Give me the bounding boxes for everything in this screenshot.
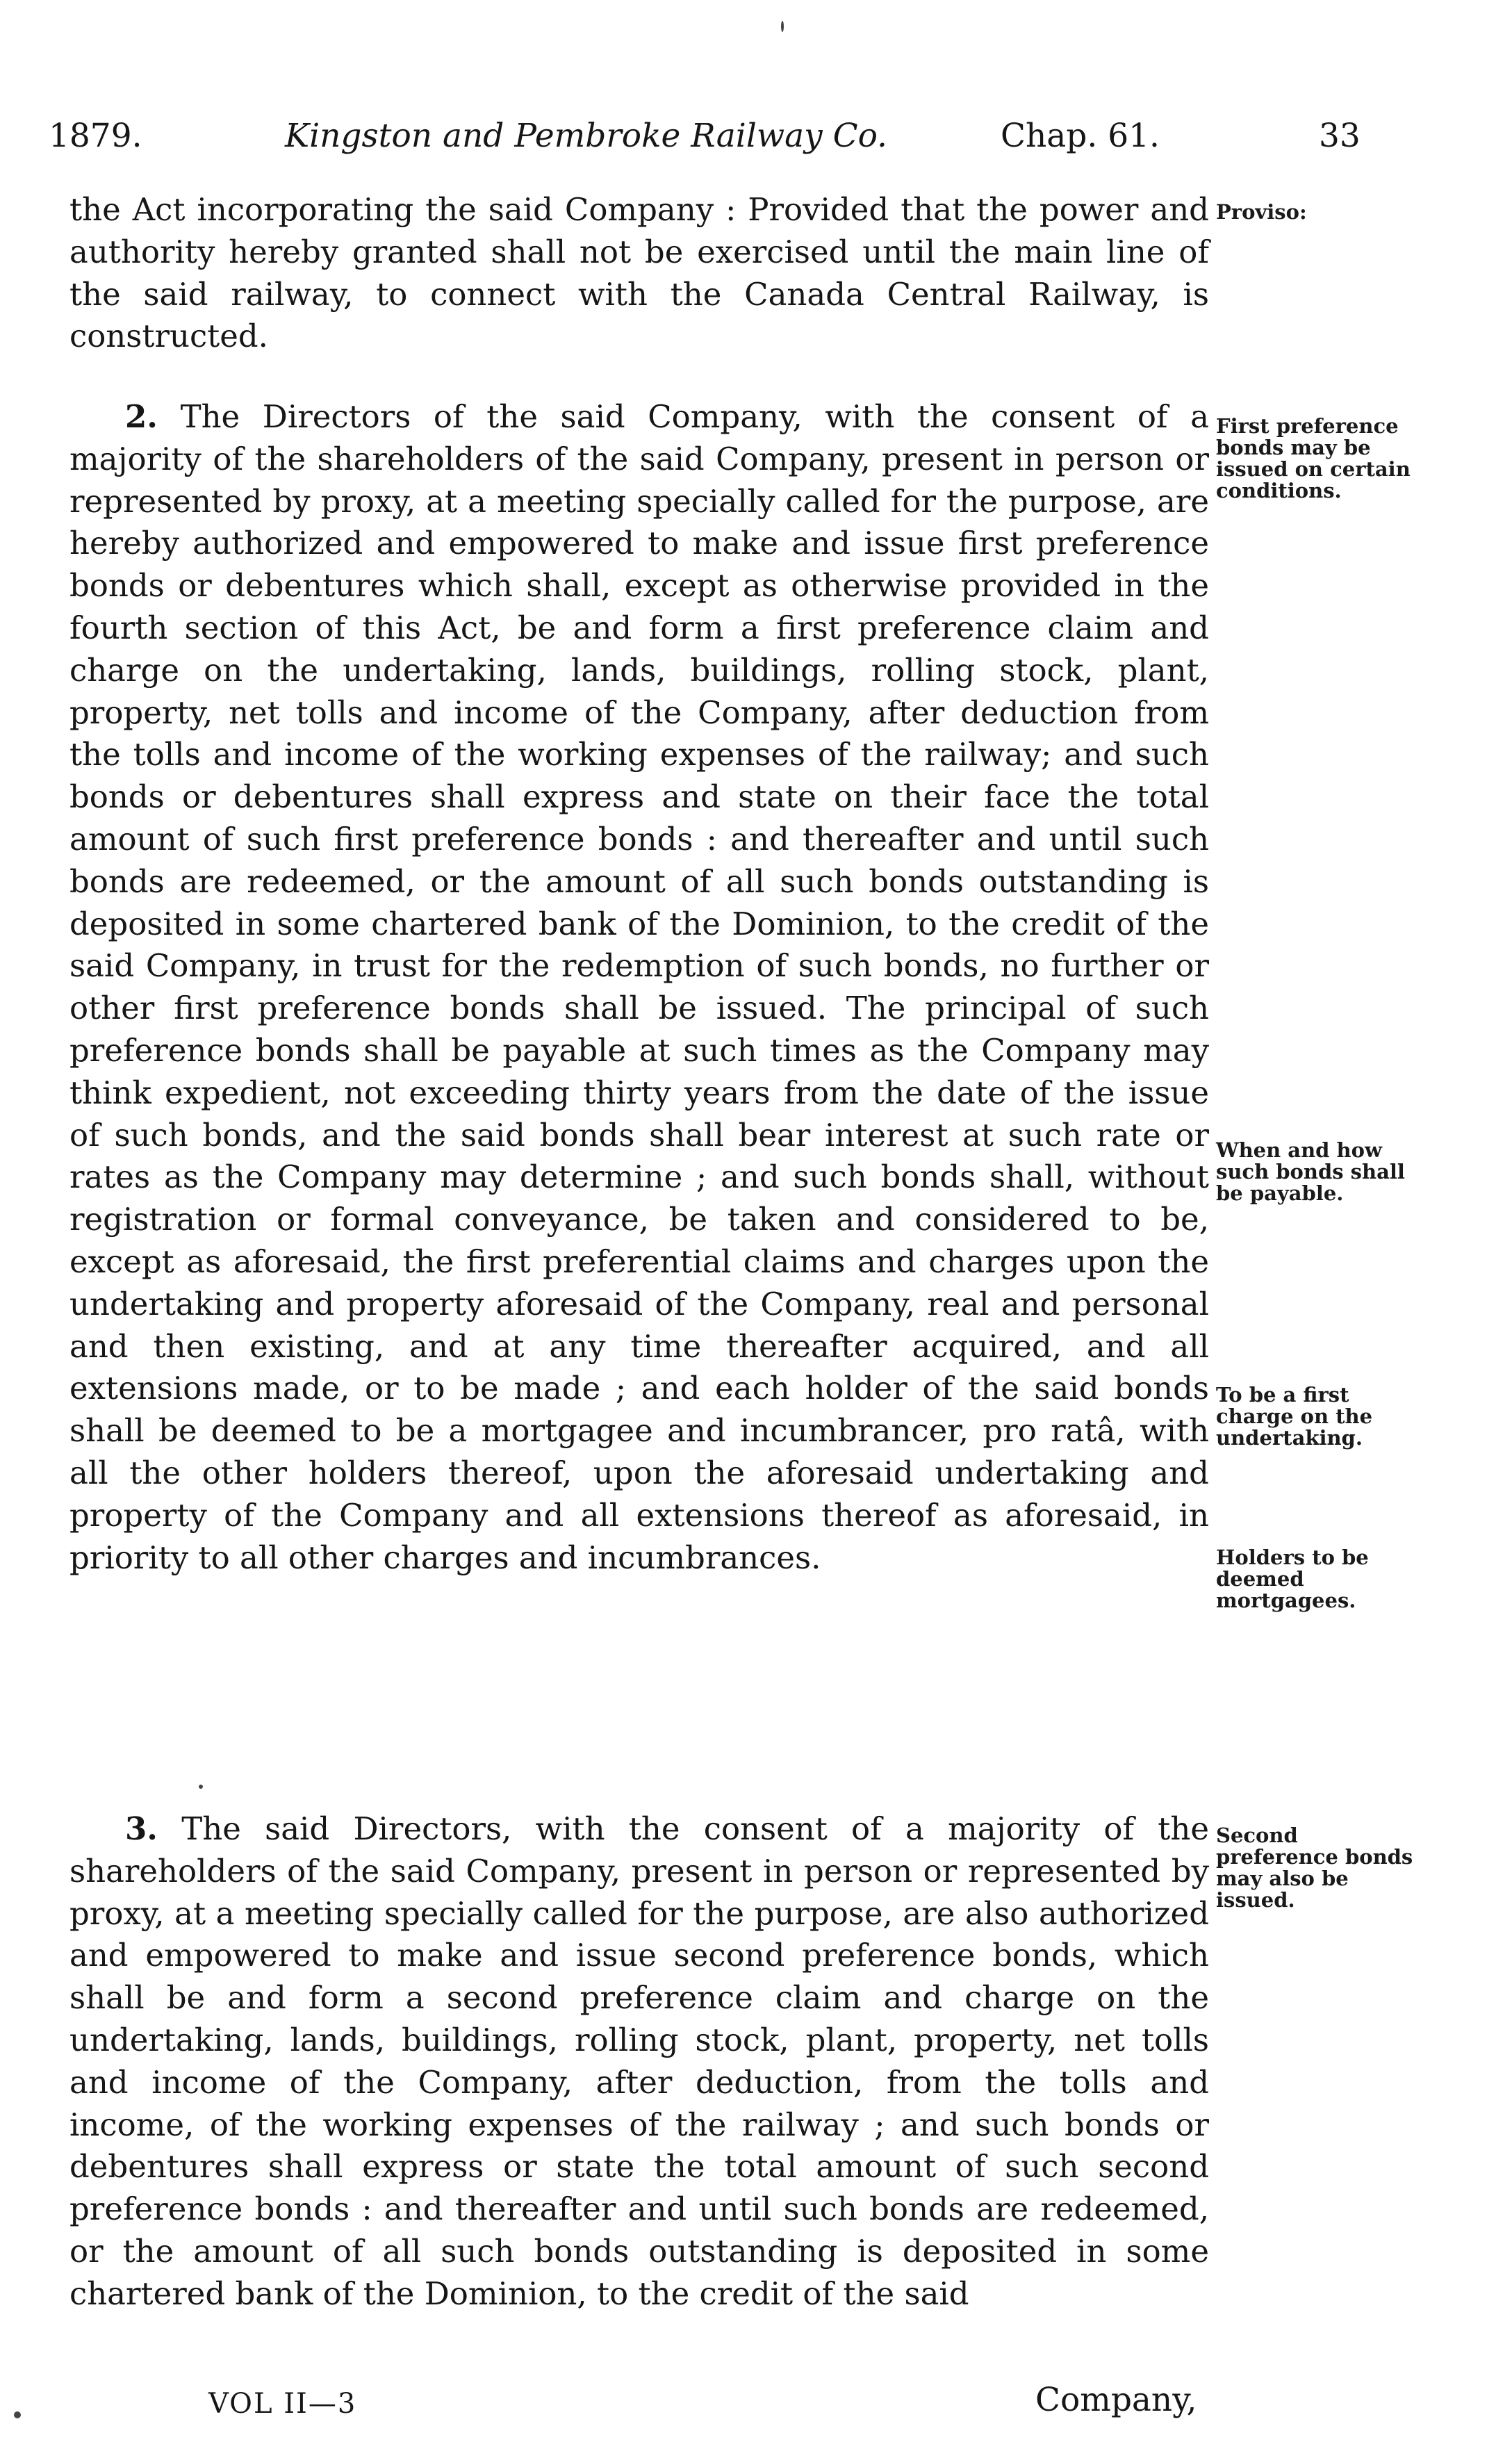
scan-speck: [199, 1785, 203, 1789]
marginal-note: Second preference bonds may also be issued.: [1216, 1824, 1413, 1912]
paragraph-text: The said Directors, with the consent of a majority of the shareholders of the said Company, present in person or represented by proxy, at a meeting specially called for the purpose, are also authorized and empowered to make and issue second preference bonds, which shall be and form a second preference claim and charge on the undertaking, lands, buildings, rolling stock, plant, property, net tolls and income of the Company, after deduction, from the tolls and income, of the working expenses of the railway ; and such bonds or debentures shall express or state the total amount of such second preference bonds : and thereafter and until such bonds are redeemed, or the amount of all such bonds outstanding is deposited in some chartered bank of the Dominion, to the credit of the said: [69, 1810, 1209, 2312]
header-chapter: Chap. 61.: [1001, 117, 1160, 155]
page-number: 33: [1319, 117, 1361, 155]
header-year: 1879.: [49, 117, 142, 155]
marginal-note: First preference bonds may be issued on certain conditions.: [1216, 414, 1411, 502]
section-3: [69, 1808, 1209, 2316]
section-2-paragraph: [69, 396, 1209, 1579]
running-header: [0, 117, 1512, 165]
section-number: 2.: [125, 398, 158, 435]
paragraph-continuation: [69, 189, 1209, 358]
section-3-paragraph: [69, 1808, 1209, 2316]
section-number: 3.: [125, 1810, 158, 1847]
marginal-note: To be a first charge on the undertaking.: [1216, 1383, 1373, 1450]
header-title: Kingston and Pembroke Railway Co.: [285, 117, 887, 155]
paragraph-text: The Directors of the said Company, with the consent of a majority of the shareholders of the said Company, present in person or represented by proxy, at a meeting specially called for the purpose, are hereby authorized and empowered to make and issue first preference bonds or debentures which shall, except as otherwise provided in the fourth section of this Act, be and form a first preference claim and charge on the undertaking, lands, buildings, rolling stock, plant, property, net tolls and income of the Company, after deduction from the tolls and income of the working expenses of the railway; and such bonds or debentures shall express and state on their face the total amount of such first preference bonds : and thereafter and until such bonds are redeemed, or the amount of all such bonds outstanding is deposited in some chartered bank of the Dominion, to the credit of the said Company, in trust for the redemption of such bonds, no further or other first preference bonds shall be issued. The principal of such preference bonds shall be payable at such times as the Company may think expedient, not exceeding thirty years from the date of the issue of such bonds, and the said bonds shall bear interest at such rate or rates as the Company may determine ; and such bonds shall, without registration or formal conveyance, be taken and considered to be, except as aforesaid, the first preferential claims and charges upon the undertaking and property aforesaid of the Company, real and personal and then existing, and at any time thereafter acquired, and all extensions made, or to be made ; and each holder of the said bonds shall be deemed to be a mortgagee and incumbrancer, pro ratâ, with all the other holders thereof, upon the aforesaid undertaking and property of the Company and all extensions thereof as aforesaid, in priority to all other charges and incumbrances.: [69, 398, 1209, 1576]
marginal-note: Proviso:: [1216, 200, 1307, 224]
catchword: Company,: [1035, 2381, 1197, 2419]
signature-mark: VOL II—3: [208, 2388, 357, 2420]
marginal-note: Holders to be deemed mortgagees.: [1216, 1546, 1369, 1612]
scan-speck: [781, 21, 784, 32]
paragraph-text: the Act incorporating the said Company : Provided that the power and authority hereby granted shall not be exercised until the main line of the said railway, to connect with the Canada Central Railway, is constructed.: [69, 191, 1209, 355]
scan-speck: [14, 2411, 21, 2418]
marginal-note: When and how such bonds shall be payable.: [1216, 1138, 1405, 1205]
section-2: [69, 396, 1209, 1579]
